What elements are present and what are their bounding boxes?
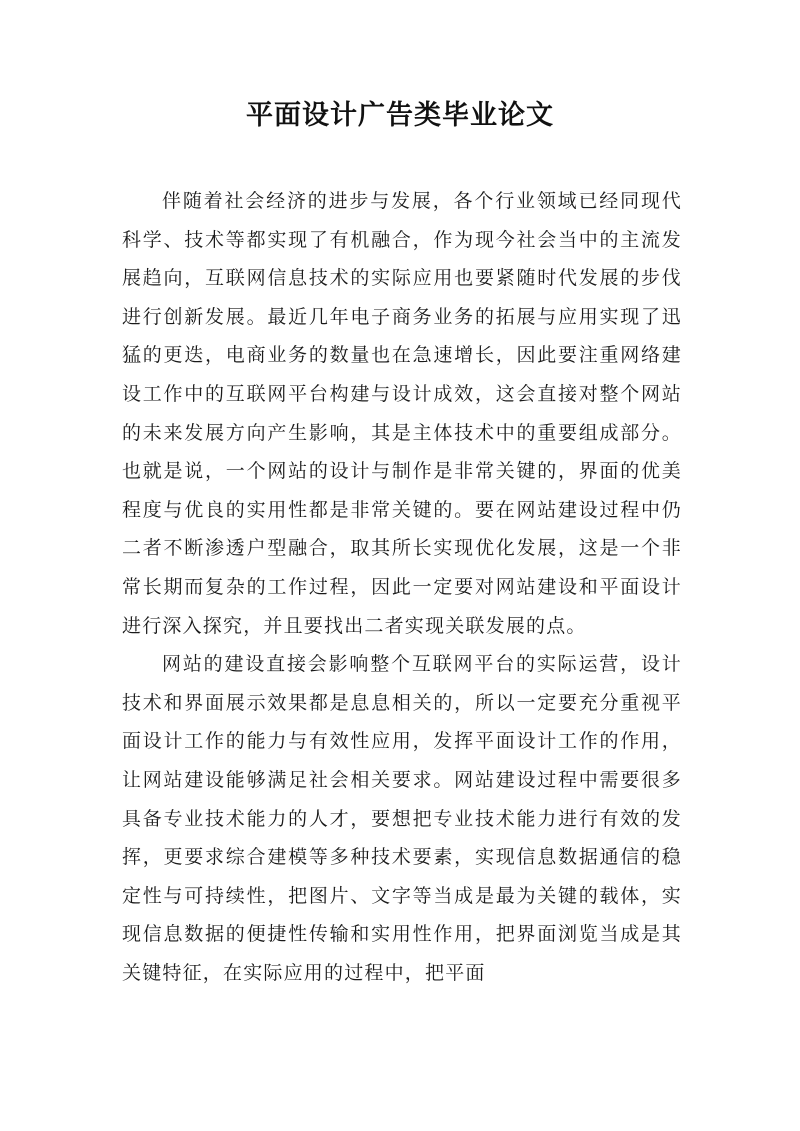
paragraph: 伴随着社会经济的进步与发展，各个行业领域已经同现代科学、技术等都实现了有机融合，作为现今社会当中的主流发展趋向，互联网信息技术的实际应用也要紧随时代发展的步伐进行创新发展。最近几年电子商务业务的拓展与应用实现了迅猛的更迭，电商业务的数量也在急速增长，因此要注重网络建设工作中的互联网平台构建与设计成效，这会直接对整个网站的未来发展方向产生影响，其是主体技术中的重要组成部分。也就是说，一个网站的设计与制作是非常关键的，界面的优美程度与优良的实用性都是非常关键的。要在网站建设过程中仍二者不断渗透户型融合，取其所长实现优化发展，这是一个非常长期而复杂的工作过程，因此一定要对网站建设和平面设计进行深入探究，并且要找出二者实现关联发展的点。 — [122, 190, 682, 637]
document-body — [122, 182, 682, 992]
document-title: 平面设计广告类毕业论文 — [246, 100, 554, 131]
paragraph: 网站的建设直接会影响整个互联网平台的实际运营，设计技术和界面展示效果都是息息相关的，所以一定要充分重视平面设计工作的能力与有效性应用，发挥平面设计工作的作用，让网站建设能够满足社会相关要求。网站建设过程中需要很多具备专业技术能力的人才，要想把专业技术能力进行有效的发挥，更要求综合建模等多种技术要素，实现信息数据通信的稳定性与可持续性，把图片、文字等当成是最为关键的载体，实现信息数据的便捷性传输和实用性作用，把界面浏览当成是其关键特征，在实际应用的过程中，把平面 — [122, 653, 682, 984]
